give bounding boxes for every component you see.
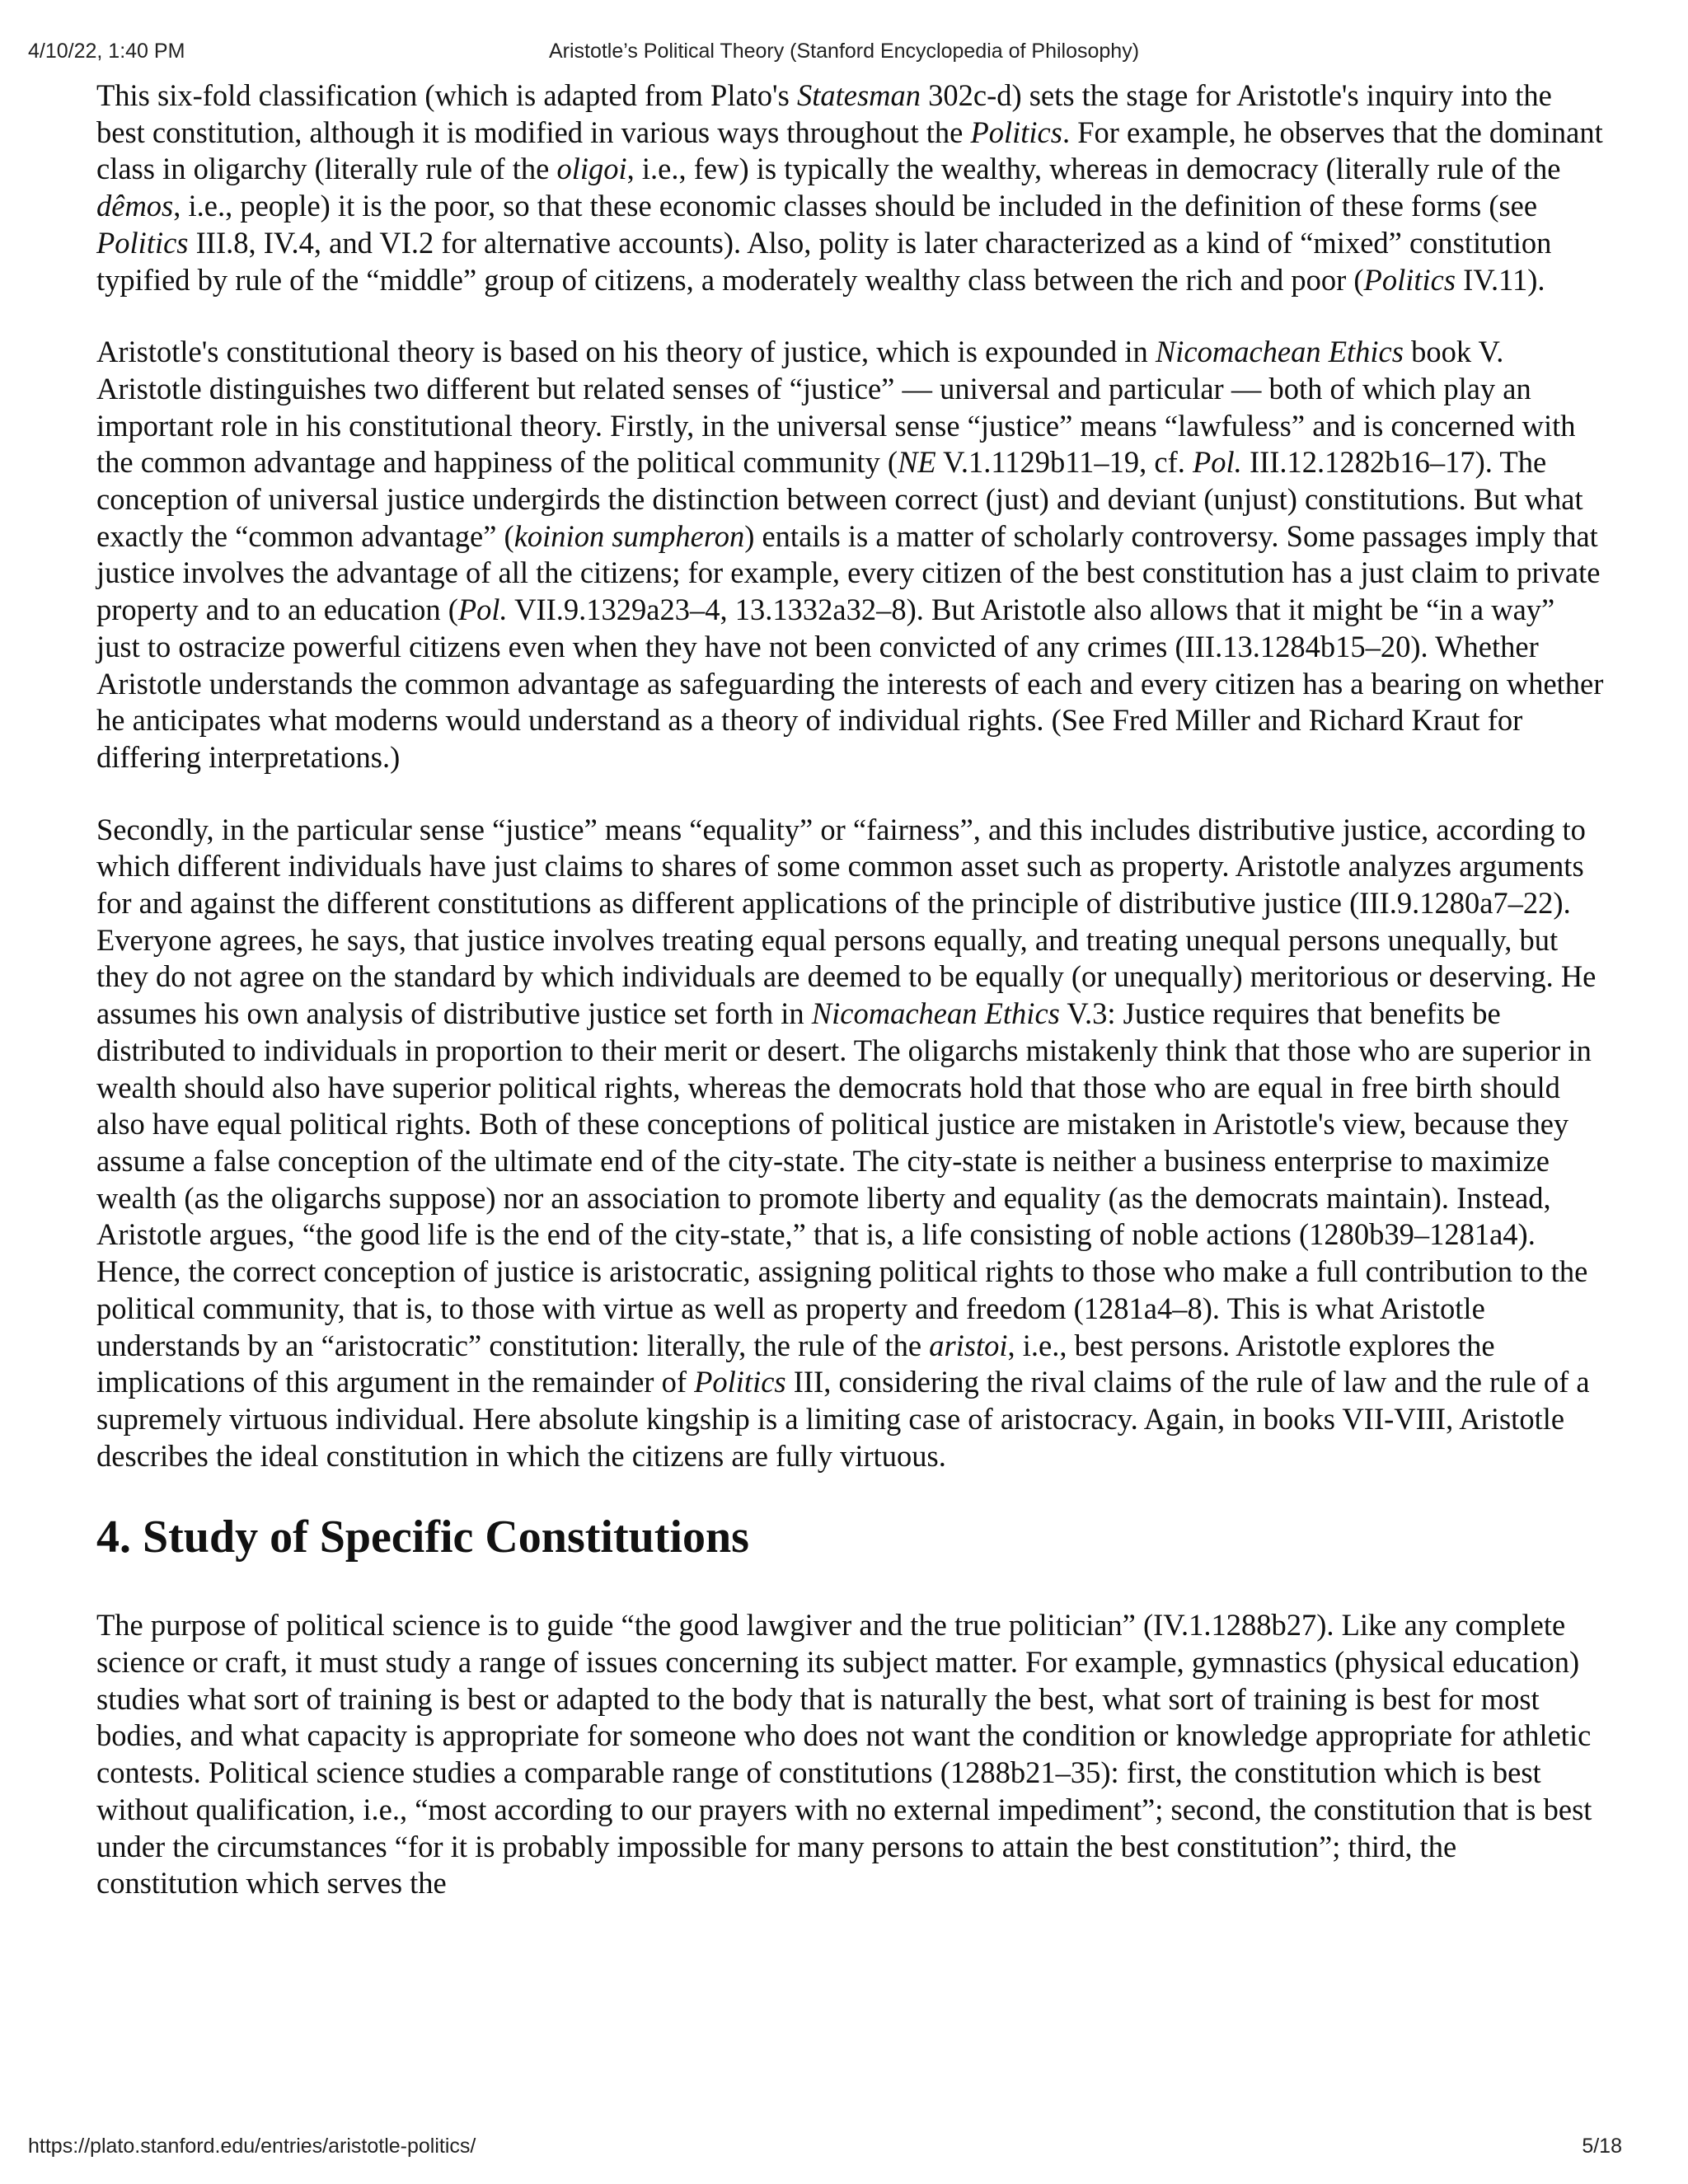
italic-text: Politics: [1363, 262, 1456, 297]
text-run: , i.e., few) is typically the wealthy, whereas in democracy (literally rule of the: [626, 152, 1561, 186]
text-run: . For example, he observes that the dominant class in oligarchy (literally rule of the: [96, 115, 1603, 186]
article-content: [96, 77, 1605, 1938]
italic-text: Nicomachean Ethics: [1155, 335, 1404, 369]
paragraph: [96, 812, 1605, 1475]
italic-text: Politics: [970, 115, 1062, 149]
section-heading: 4. Study of Specific Constitutions: [96, 1511, 749, 1563]
text-run: ) entails is a matter of scholarly controversy. Some passages imply that justice involves the advantage of all the citizens; for example, every citizen of the best constitution has a just claim to private property and to an education (: [96, 518, 1601, 627]
print-page-title: Aristotle’s Political Theory (Stanford Encyclopedia of Philosophy): [548, 40, 1140, 63]
text-run: The purpose of political science is to guide “the good lawgiver and the true politician” (IV.1.1288b27). Like any complete science or craft, it must study a range of issues concerning its subject matter. For example, gymnastics (physical education) studies what sort of training is best or adapted to the body that is naturally the best, what sort of training is best for most bodies, and what capacity is appropriate for someone who does not want the condition or knowledge appropriate for athletic contests. Political science studies a comparable range of constitutions (1288b21–35): first, the constitution which is best without qualification, i.e., “most according to our prayers with no external impediment”; second, the constitution that is best under the circumstances “for it is probably impossible for many persons to attain the best constitution”; third, the constitution which serves the: [96, 1608, 1592, 1900]
italic-text: dêmos: [96, 189, 174, 223]
text-run: 302c-d) sets the stage for Aristotle's inquiry into the best constitution, although it is modified in various ways throughout the: [96, 78, 1552, 149]
italic-text: koinion sumpheron: [513, 518, 745, 553]
text-run: , i.e., people) it is the poor, so that these economic classes should be included in the definition of these forms (see: [173, 189, 1538, 223]
italic-text: Pol.: [1193, 445, 1242, 480]
italic-text: oligoi: [556, 152, 627, 186]
text-run: VII.9.1329a23–4, 13.1332a32–8). But Aristotle also allows that it might be “in a way” just to ostracize powerful citizens even when they have not been convicted of any crimes (III.13.1284b15–20). Whether Aristotle understands the common advantage as safeguarding the interests of each and every citizen has a bearing on whether he anticipates what moderns would understand as a theory of individual rights. (See Fred Miller and Richard Kraut for differing interpretations.): [96, 593, 1604, 774]
paragraphs-before-section: [96, 77, 1605, 1474]
text-run: III, considering the rival claims of the rule of law and the rule of a supremely virtuous individual. Here absolute kingship is a limiting case of aristocracy. Again, in books VII-VIII, Aristotle describes the ideal constitution in which the citizens are fully virtuous.: [96, 1365, 1590, 1473]
text-run: V.3: Justice requires that benefits be distributed to individuals in proportion to their merit or desert. The oligarchs mistakenly think that those who are superior in wealth should also have superior political rights, whereas the democrats hold that those who are equal in free birth should also have equal political rights. Both of these conceptions of political justice are mistaken in Aristotle's view, because they assume a false conception of the ultimate end of the city-state. The city-state is neither a business enterprise to maximize wealth (as the oligarchs suppose) nor an association to promote liberty and equality (as the democrats maintain). Instead, Aristotle argues, “the good life is the end of the city-state,” that is, a life consisting of noble actions (1280b39–1281a4). Hence, the correct conception of justice is aristocratic, assigning political rights to those who make a full contribution to the political community, that is, to those with virtue as well as property and freedom (1281a4–8). This is what Aristotle understands by an “aristocratic” constitution: literally, the rule of the: [96, 996, 1592, 1362]
text-run: V.1.1129b11–19, cf.: [935, 445, 1193, 480]
italic-text: aristoi: [929, 1328, 1008, 1362]
section-paragraphs: [96, 1607, 1605, 1902]
paragraph: [96, 1607, 1605, 1902]
italic-text: NE: [898, 445, 936, 480]
text-run: III.12.1282b16–17). The conception of universal justice undergirds the distinction between correct (just) and deviant (unjust) constitutions. But what exactly the “common advantage” (: [96, 445, 1583, 553]
italic-text: Politics: [694, 1365, 786, 1399]
italic-text: Politics: [96, 225, 189, 260]
text-run: Secondly, in the particular sense “justice” means “equality” or “fairness”, and this includes distributive justice, according to which different individuals have just claims to shares of some common asset such as property. Aristotle analyzes arguments for and against the different constitutions as different applications of the principle of distributive justice (III.9.1280a7–22). Everyone agrees, he says, that justice involves treating equal persons equally, and treating unequal persons unequally, but they do not agree on the standard by which individuals are deemed to be equally (or unequally) meritorious or deserving. He assumes his own analysis of distributive justice set forth in: [96, 812, 1597, 1031]
text-run: IV.11).: [1456, 262, 1545, 297]
paragraph: [96, 77, 1605, 298]
text-run: This six-fold classification (which is adapted from Plato's: [96, 78, 797, 112]
text-run: III.8, IV.4, and VI.2 for alternative accounts). Also, polity is later characterized as a kind of “mixed” constitution typified by rule of the “middle” group of citizens, a moderately wealthy class between the rich and poor (: [96, 225, 1552, 297]
text-run: , i.e., best persons. Aristotle explores the implications of this argument in the remainder of: [96, 1328, 1495, 1399]
print-datetime: 4/10/22, 1:40 PM: [28, 40, 185, 63]
print-footer: [0, 2135, 1688, 2164]
print-url: https://plato.stanford.edu/entries/aristotle-politics/: [28, 2135, 476, 2158]
paragraph: [96, 334, 1605, 776]
text-run: book V. Aristotle distinguishes two different but related senses of “justice” — universal and particular — both of which play an important role in his constitutional theory. Firstly, in the universal sense “justice” means “lawfuless” and is concerned with the common advantage and happiness of the political community (: [96, 335, 1576, 480]
text-run: Aristotle's constitutional theory is based on his theory of justice, which is expounded in: [96, 335, 1156, 369]
print-page-number: 5/18: [1582, 2135, 1622, 2158]
italic-text: Statesman: [796, 78, 921, 112]
italic-text: Nicomachean Ethics: [811, 996, 1060, 1031]
print-header: [0, 40, 1688, 69]
italic-text: Pol.: [457, 593, 508, 627]
